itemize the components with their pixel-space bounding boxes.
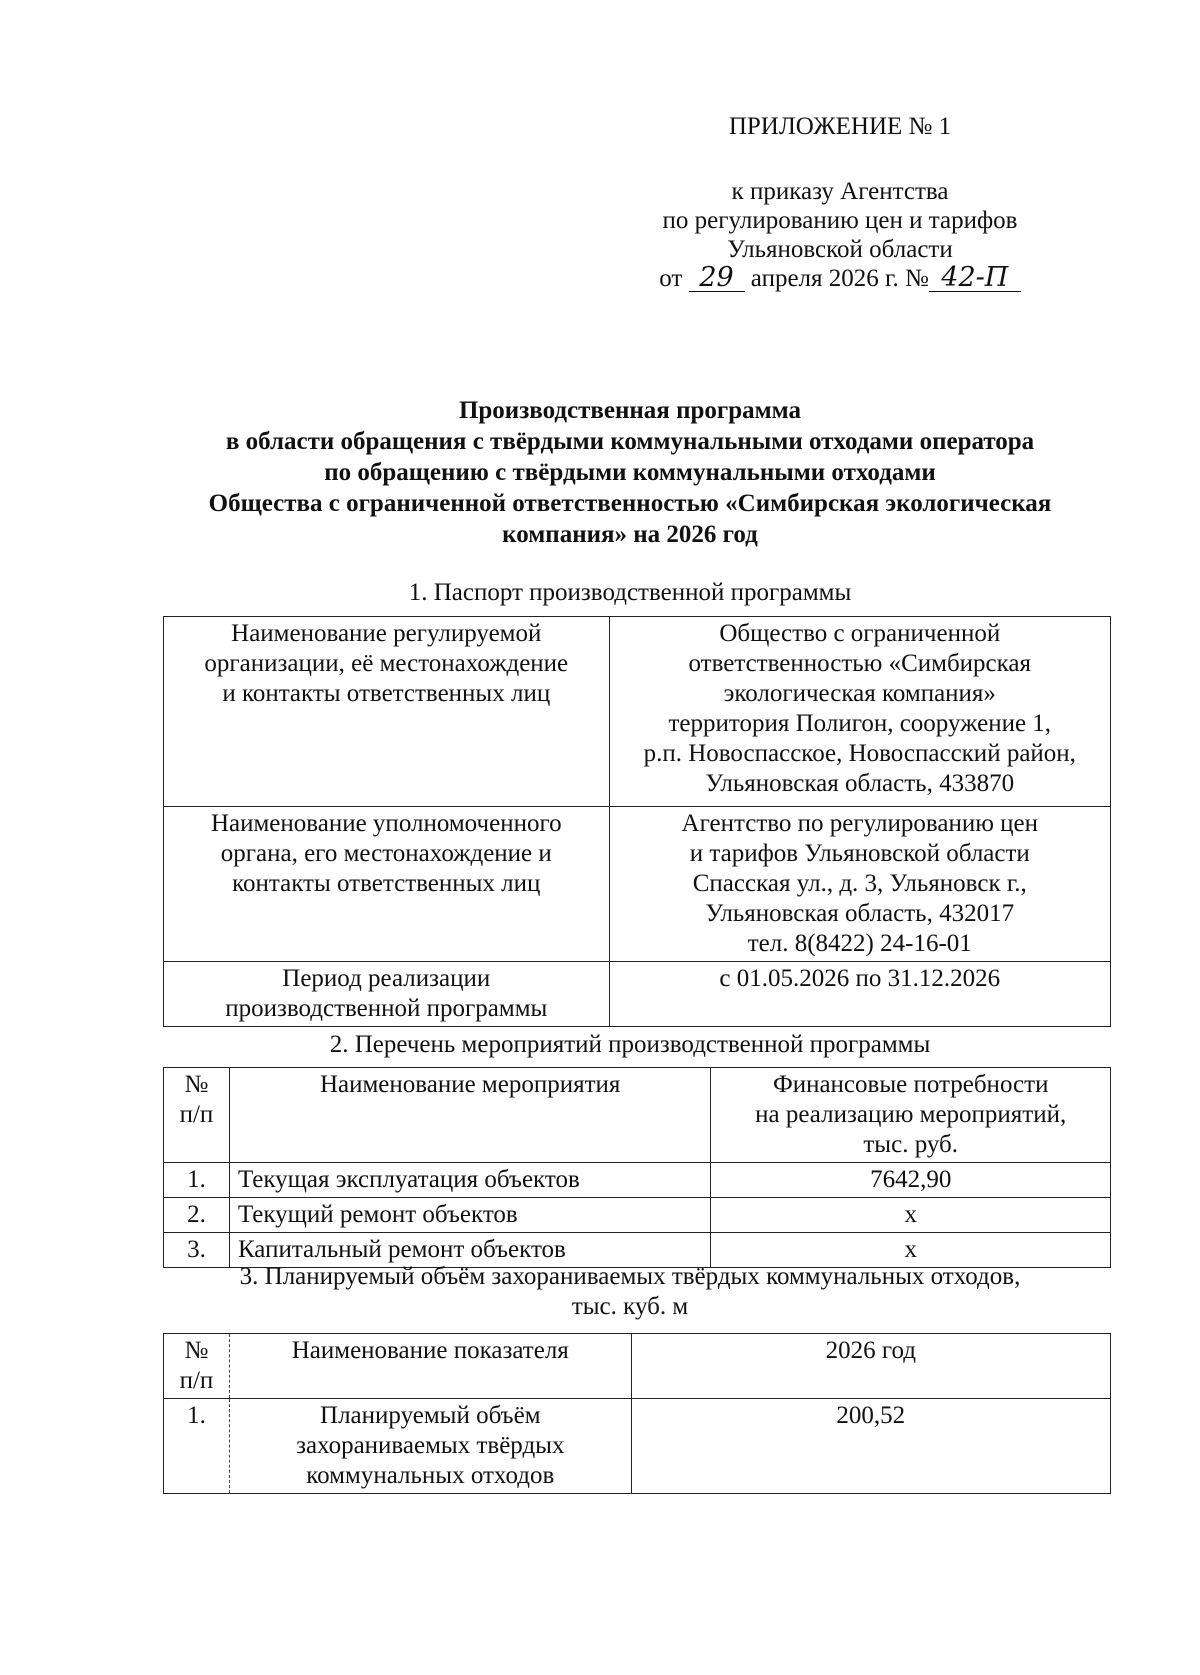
cell-text: Наименование уполномоченного	[210, 810, 562, 837]
cell-text: органа, его местонахождение и	[220, 840, 552, 867]
row-indicator-name	[229, 1399, 631, 1494]
cell-text: организации, её местонахождение	[204, 650, 569, 677]
passport-label-cell	[164, 807, 610, 962]
section-1-heading: 1. Паспорт производственной программы	[408, 579, 852, 606]
cell-text: Финансовые потребности	[772, 1071, 1049, 1098]
cell-text: Планируемый объём	[320, 1402, 541, 1429]
table-row	[164, 617, 1111, 807]
cell-text: экологическая компания»	[723, 680, 996, 707]
table-row	[164, 1198, 1111, 1233]
passport-value-cell	[609, 962, 1110, 1027]
appendix-block	[600, 112, 1080, 141]
header-num	[164, 1068, 230, 1163]
header-financial-needs	[711, 1068, 1111, 1163]
document-title	[150, 395, 1110, 550]
title-line-2: в области обращения с твёрдыми коммунальными отходами оператора	[225, 428, 1035, 455]
appendix-line-3: Ульяновской области	[727, 236, 953, 263]
cell-text: р.п. Новоспасское, Новоспасский район,	[643, 740, 1076, 767]
row-num: 1.	[164, 1163, 230, 1198]
title-line-1: Производственная программа	[458, 397, 802, 424]
table-header-row	[164, 1068, 1111, 1163]
passport-table	[163, 616, 1111, 1027]
cell-text: тел. 8(8422) 24-16-01	[747, 930, 972, 957]
appendix-date-line	[600, 264, 1080, 293]
row-activity-name: Капитальный ремонт объектов	[229, 1233, 710, 1268]
table-row	[164, 962, 1111, 1027]
passport-label-cell	[164, 617, 610, 807]
cell-text: и тарифов Ульяновской области	[689, 840, 1030, 867]
section-3-heading	[150, 1262, 1110, 1322]
cell-text: Спасская ул., д. 3, Ульяновск г.,	[692, 870, 1027, 897]
appendix-line-2: по регулированию цен и тарифов	[662, 207, 1018, 234]
row-num: 3.	[164, 1233, 230, 1268]
title-line-5: компания» на 2026 год	[502, 521, 758, 548]
section-3-heading-line-2: тыс. куб. м	[571, 1293, 689, 1320]
header-num	[164, 1334, 230, 1399]
date-middle: апреля 2026 г. №	[750, 265, 929, 292]
header-year: 2026 год	[631, 1334, 1110, 1399]
date-day-handwritten: 29	[689, 265, 745, 292]
cell-text: п/п	[179, 1101, 214, 1128]
cell-text: Агентство по регулированию цен	[681, 810, 1038, 837]
row-num: 1.	[164, 1399, 230, 1494]
cell-text: тыс. руб.	[863, 1131, 959, 1158]
cell-text: №	[184, 1337, 209, 1364]
row-activity-name: Текущий ремонт объектов	[229, 1198, 710, 1233]
cell-text: №	[184, 1071, 209, 1098]
passport-label-cell	[164, 962, 610, 1027]
volume-table	[163, 1333, 1111, 1494]
table-row	[164, 1163, 1111, 1198]
appendix-title: ПРИЛОЖЕНИЕ № 1	[728, 113, 952, 140]
cell-text: с 01.05.2026 по 31.12.2026	[719, 965, 1001, 992]
row-value: 200,52	[631, 1399, 1110, 1494]
table-row	[164, 807, 1111, 962]
cell-text: на реализацию мероприятий,	[755, 1101, 1067, 1128]
cell-text: Общество с ограниченной	[719, 620, 1001, 647]
row-activity-name: Текущая эксплуатация объектов	[229, 1163, 710, 1198]
row-cost: х	[711, 1233, 1111, 1268]
table-header-row	[164, 1334, 1111, 1399]
appendix-line-1: к приказу Агентства	[731, 178, 949, 205]
section-3-heading-line-1: 3. Планируемый объём захораниваемых твёрдых коммунальных отходов,	[239, 1263, 1021, 1290]
cell-text: Ульяновская область, 432017	[705, 900, 1015, 927]
cell-text: Наименование регулируемой	[231, 620, 542, 647]
table-row	[164, 1399, 1111, 1494]
cell-text: коммунальных отходов	[306, 1462, 555, 1489]
row-cost: 7642,90	[711, 1163, 1111, 1198]
passport-value-cell	[609, 807, 1110, 962]
appendix-reference	[600, 177, 1080, 293]
title-line-3: по обращению с твёрдыми коммунальными отходами	[324, 459, 936, 486]
section-2-heading: 2. Перечень мероприятий производственной программы	[329, 1031, 931, 1058]
cell-text: п/п	[179, 1367, 214, 1394]
cell-text: территория Полигон, сооружение 1,	[668, 710, 1052, 737]
header-activity-name: Наименование мероприятия	[229, 1068, 710, 1163]
cell-text: и контакты ответственных лиц	[222, 680, 551, 707]
row-num: 2.	[164, 1198, 230, 1233]
passport-value-cell	[609, 617, 1110, 807]
header-indicator-name: Наименование показателя	[229, 1334, 631, 1399]
cell-text: ответственностью «Симбирская	[688, 650, 1032, 677]
cell-text: захораниваемых твёрдых	[296, 1432, 565, 1459]
row-cost: х	[711, 1198, 1111, 1233]
cell-text: Ульяновская область, 433870	[705, 770, 1015, 797]
cell-text: Период реализации	[282, 965, 491, 992]
activities-table	[163, 1067, 1111, 1268]
date-prefix: от	[659, 265, 683, 292]
title-line-4: Общества с ограниченной ответственностью «Симбирская экологическая	[208, 490, 1052, 517]
order-number-handwritten: 42-П	[929, 265, 1021, 292]
cell-text: производственной программы	[225, 995, 548, 1022]
cell-text: контакты ответственных лиц	[232, 870, 541, 897]
